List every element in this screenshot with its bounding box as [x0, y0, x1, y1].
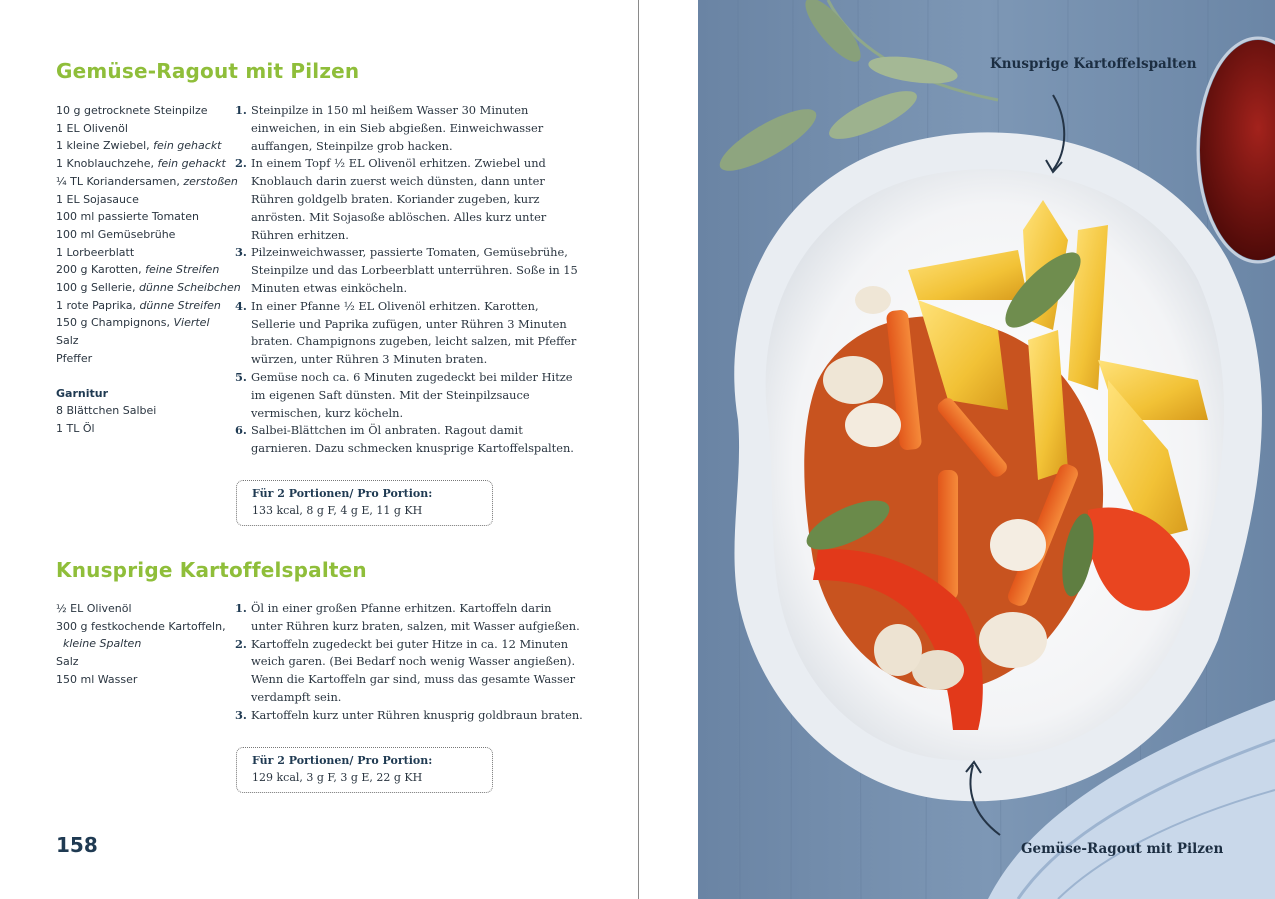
ingredient: 1 kleine Zwiebel, fein gehackt	[56, 139, 222, 153]
step: 1. Öl in einer großen Pfanne erhitzen. Kartoffeln darin unter Rühren kurz braten, salzen, mit Wasser aufgießen.	[235, 601, 580, 633]
nutrition-title: Für 2 Portionen/ Pro Portion:	[252, 754, 433, 767]
step: 2. Kartoffeln zugedeckt bei guter Hitze in ca. 12 Minuten weich garen. (Bei Bedarf noch wenig Wasser angießen). Wenn die Kartoffeln gar sind, muss das gesamte Wasser verdampft sein.	[235, 636, 576, 704]
ingredient: Salz	[56, 334, 79, 348]
page-gutter	[639, 0, 698, 899]
ingredient: 100 g Sellerie, dünne Scheibchen	[56, 281, 241, 295]
ingredient: 300 g festkochende Kartoffeln,	[56, 619, 226, 633]
ingredient-list-ragout	[56, 102, 241, 438]
step: 5. Gemüse noch ca. 6 Minuten zugedeckt bei milder Hitze im eigenen Saft dünsten. Mit der Steinpilzsauce vermischen, kurz köcheln.	[235, 369, 573, 420]
food-photo	[698, 0, 1275, 899]
ingredient: 1 TL Öl	[56, 421, 95, 435]
nutrition-title: Für 2 Portionen/ Pro Portion:	[252, 487, 433, 500]
page-number: 158	[56, 833, 98, 857]
ingredient: ½ EL Olivenöl	[56, 602, 132, 615]
ingredient: 150 g Champignons, Viertel	[56, 316, 210, 330]
ingredient: 1 EL Sojasauce	[56, 192, 139, 206]
ingredient: Salz	[56, 655, 79, 669]
step-list-kartoffelspalten	[235, 600, 585, 725]
ingredient: 1 rote Paprika, dünne Streifen	[56, 298, 221, 312]
ingredient: 1 EL Olivenöl	[56, 121, 128, 135]
nutrition-box-ragout	[236, 480, 493, 526]
recipe-title-ragout: Gemüse-Ragout mit Pilzen	[56, 59, 360, 83]
ingredient: Pfeffer	[56, 351, 93, 365]
step: 3. Pilzeinweichwasser, passierte Tomaten, Gemüsebrühe, Steinpilze und das Lorbeerblatt unterrühren. Soße in 15 Minuten etwas einköcheln.	[235, 245, 578, 295]
ingredient: 1 Knoblauchzehe, fein gehackt	[56, 157, 226, 171]
step: 1. Steinpilze in 150 ml heißem Wasser 30 Minuten einweichen, in ein Sieb abgießen. Einweichwasser auffangen, Steinpilze grob hacken.	[235, 103, 544, 153]
ingredient: 100 ml Gemüsebrühe	[56, 227, 176, 241]
ingredient: 10 g getrocknete Steinpilze	[56, 104, 208, 117]
ingredient: 200 g Karotten, feine Streifen	[56, 263, 220, 277]
nutrition-values: 129 kcal, 3 g F, 3 g E, 22 g KH	[252, 771, 423, 784]
ingredient: ¼ TL Koriandersamen, zerstoßen	[56, 174, 238, 188]
step: 2. In einem Topf ½ EL Olivenöl erhitzen. Zwiebel und Knoblauch darin zuerst weich dünsten, dann unter Rühren goldgelb braten. Koriander zugeben, kurz anrösten. Mit Sojasoße ablöschen. Alles kurz unter Rühren erhitzen.	[235, 156, 547, 242]
recipe-title-kartoffelspalten: Knusprige Kartoffelspalten	[56, 558, 367, 582]
garnish-heading: Garnitur	[56, 386, 108, 400]
step-list-ragout	[235, 102, 585, 458]
step: 3. Kartoffeln kurz unter Rühren knusprig goldbraun braten.	[235, 707, 583, 722]
food-photo-illustration	[698, 0, 1275, 899]
ingredient: 8 Blättchen Salbei	[56, 404, 157, 418]
photo-caption-ragout: Gemüse-Ragout mit Pilzen	[1021, 841, 1224, 857]
step: 4. In einer Pfanne ½ EL Olivenöl erhitzen. Karotten, Sellerie und Paprika zufügen, unter Rühren 3 Minuten braten. Champignons zugeben, leicht salzen, mit Pfeffer würzen, unter Rühren 3 Minuten braten.	[235, 298, 577, 367]
ingredient: kleine Spalten	[63, 637, 142, 651]
step: 6. Salbei-Blättchen im Öl anbraten. Ragout damit garnieren. Dazu schmecken knusprige Kartoffelspalten.	[235, 423, 574, 456]
photo-caption-kartoffelspalten: Knusprige Kartoffelspalten	[990, 56, 1197, 72]
ingredient: 100 ml passierte Tomaten	[56, 210, 199, 224]
ingredient: 150 ml Wasser	[56, 672, 138, 686]
nutrition-box-kartoffelspalten	[236, 747, 493, 793]
ingredient-list-kartoffelspalten	[56, 600, 231, 689]
ingredient: 1 Lorbeerblatt	[56, 245, 135, 259]
nutrition-values: 133 kcal, 8 g F, 4 g E, 11 g KH	[252, 504, 423, 517]
